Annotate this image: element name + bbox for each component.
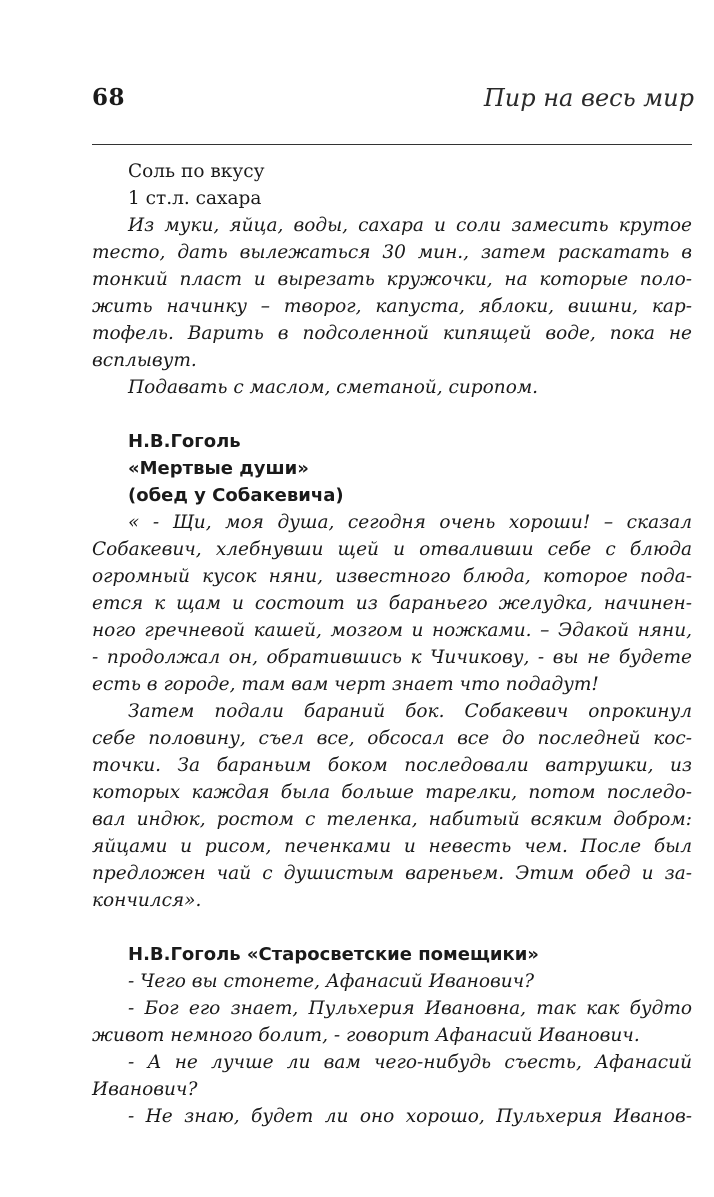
section-heading: (обед у Собакевича) [128, 485, 344, 506]
section-gap [92, 401, 692, 428]
text-line: ного гречневой кашей, мозгом и ножками. – Эдакой няни, [92, 620, 692, 641]
ingredient-line: 1 ст.л. сахара [128, 188, 262, 209]
section-heading: Н.В.Гоголь «Старосветские помещики» [128, 944, 539, 965]
instruction-line: жить начинку – творог, капуста, яблоки, вишни, кар- [92, 296, 692, 317]
text-line: вал индюк, ростом с теленка, набитый всяким добром: [92, 809, 692, 830]
dialogue-line: - Не знаю, будет ли оно хорошо, Пульхерия Иванов- [128, 1106, 692, 1127]
page-body [92, 158, 692, 1130]
dialogue-line: - А не лучше ли вам чего-нибудь съесть, Афанасий [128, 1052, 692, 1073]
section-heading: «Мертвые души» [128, 458, 309, 479]
dialogue-line: - Чего вы стонете, Афанасий Иванович? [128, 971, 535, 992]
dialogue-line: живот немного болит, - говорит Афанасий Иванович. [92, 1025, 640, 1046]
header-rule [92, 144, 692, 145]
text-line: - продолжал он, обратившись к Чичикову, - вы не будете [92, 647, 692, 668]
text-line: огромный кусок няни, известного блюда, которое пода- [92, 566, 692, 587]
text-line: ется к щам и состоит из бараньего желудка, начинен- [92, 593, 692, 614]
dialogue-line: - Бог его знает, Пульхерия Ивановна, так как будто [128, 998, 692, 1019]
instruction-line: тесто, дать вылежаться 30 мин., затем раскатать в [92, 242, 692, 263]
ingredient-line: Соль по вкусу [128, 161, 265, 182]
section-gap [92, 914, 692, 941]
text-line: Затем подали бараний бок. Собакевич опрокинул [128, 701, 692, 722]
text-line: предложен чай с душистым вареньем. Этим обед и за- [92, 863, 692, 884]
instruction-line: всплывут. [92, 350, 197, 371]
text-line: кончился». [92, 890, 202, 911]
running-title: Пир на весь мир [483, 84, 694, 112]
instruction-line: Из муки, яйца, воды, сахара и соли замесить крутое [128, 215, 692, 236]
instruction-line: тофель. Варить в подсоленной кипящей воде, пока не [92, 323, 692, 344]
text-line: « - Щи, моя душа, сегодня очень хороши! – сказал [128, 512, 692, 533]
text-line: себе половину, съел все, обсосал все до последней кос- [92, 728, 692, 749]
instruction-line: тонкий пласт и вырезать кружочки, на которые поло- [92, 269, 692, 290]
text-line: есть в городе, там вам черт знает что подадут! [92, 674, 599, 695]
section-heading: Н.В.Гоголь [128, 431, 241, 452]
text-line: точки. За бараньим боком последовали ватрушки, из [92, 755, 692, 776]
dialogue-line: Иванович? [92, 1079, 198, 1100]
text-line: которых каждая была больше тарелки, потом последо- [92, 782, 692, 803]
text-line: Собакевич, хлебнувши щей и отваливши себе с блюда [92, 539, 692, 560]
text-line: яйцами и рисом, печенками и невесть чем. После был [92, 836, 692, 857]
page-number: 68 [92, 84, 126, 111]
serving-line: Подавать с маслом, сметаной, сиропом. [128, 377, 539, 398]
